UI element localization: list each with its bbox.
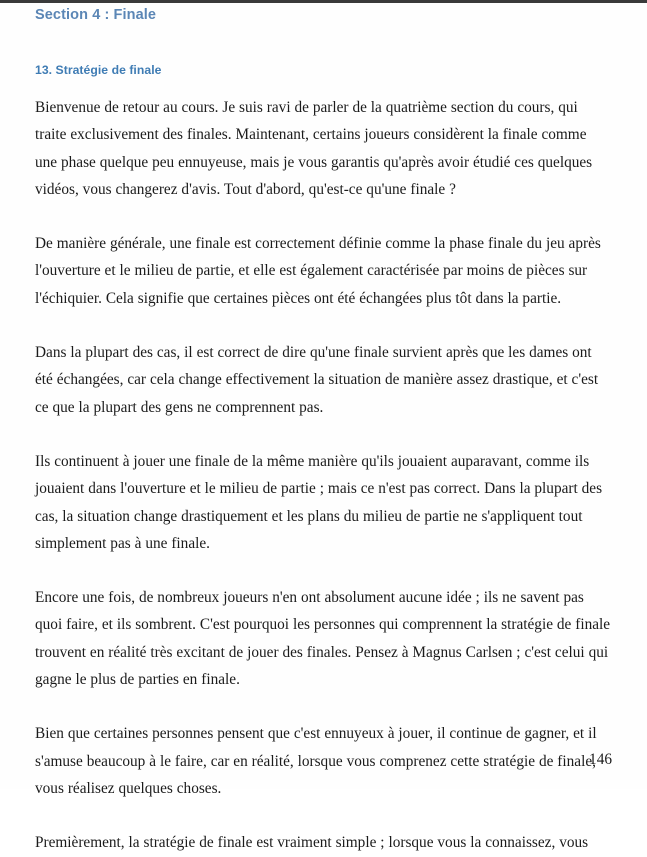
section-heading: Section 4 : Finale: [35, 7, 157, 23]
paragraph: Encore une fois, de nombreux joueurs n'en ont absolument aucune idée ; ils ne savent pas quoi faire, et ils sombrent. C'est pourquoi les personnes qui comprennent la stratégie de finale trouvent en réalité très excitant de jouer des finales. Pensez à Magnus Carlsen ; c'est celui qui gagne le plus de parties en finale.: [35, 589, 611, 689]
paragraph: Bienvenue de retour au cours. Je suis ravi de parler de la quatrième section du cours, qui traite exclusivement des finales. Maintenant, certains joueurs considèrent la finale comme une phase quelque peu ennuyeuse, mais je vous garantis qu'après avoir étudié ces quelques vidéos, vous changerez d'avis. Tout d'abord, qu'est-ce qu'une finale ?: [35, 99, 593, 198]
body-text-block: [35, 78, 612, 857]
paragraph: Dans la plupart des cas, il est correct de dire qu'une finale survient après que les dames ont été échangées, car cela change effectivement la situation de manière assez drastique, et c'est ce que la plupart des gens ne comprennent pas.: [35, 344, 599, 416]
page-number: 146: [589, 751, 612, 768]
document-page: [0, 3, 647, 852]
lesson-sub-heading: 13. Stratégie de finale: [35, 63, 162, 77]
paragraph: De manière générale, une finale est correctement définie comme la phase finale du jeu après l'ouverture et le milieu de partie, et elle est également caractérisée par moins de pièces sur l'échiquier. Cela signifie que certaines pièces ont été échangées plus tôt dans la partie.: [35, 235, 601, 307]
paragraph: Premièrement, la stratégie de finale est vraiment simple ; lorsque vous la connaissez, vous: [35, 834, 589, 852]
paragraph: Ils continuent à jouer une finale de la même manière qu'ils jouaient auparavant, comme ils jouaient dans l'ouverture et le milieu de partie ; mais ce n'est pas correct. Dans la plupart des cas, la situation change drastiquement et les plans du milieu de partie ne s'appliquent tout simplement pas à une finale.: [35, 452, 603, 552]
paragraph: Bien que certaines personnes pensent que c'est ennuyeux à jouer, il continue de gagner, et il s'amuse beaucoup à le faire, car en réalité, lorsque vous comprenez cette stratégie de finale, vous réalisez quelques choses.: [35, 725, 597, 797]
